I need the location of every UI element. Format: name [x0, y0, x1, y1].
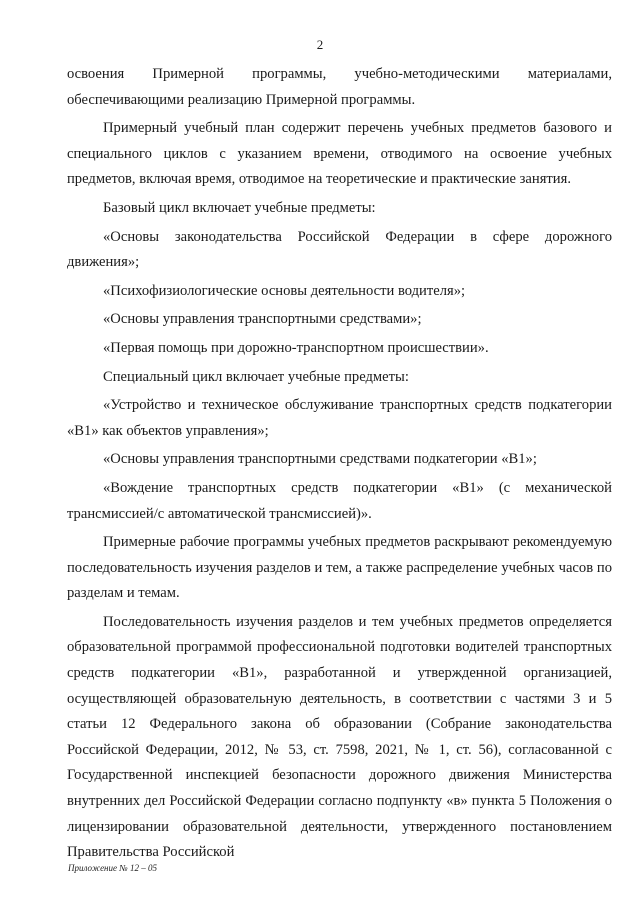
list-item-psychophysiology: «Психофизиологические основы деятельности водителя»;	[103, 282, 466, 299]
paragraph-continuation: освоения Примерной программы, учебно-методическими материалами, обеспечивающими реализацию Примерной программы.	[67, 66, 612, 108]
paragraph-special-cycle: Специальный цикл включает учебные предметы:	[103, 368, 409, 385]
list-item-driving-b1: «Вождение транспортных средств подкатегории «B1» (с механической трансмиссией/с автоматической трансмиссией)».	[67, 479, 612, 522]
page-number: 2	[316, 37, 324, 52]
paragraph-work-programs: Примерные рабочие программы учебных предметов раскрывают рекомендуемую последовательность изучения разделов и тем, а также распределение учебных часов по разделам и темам.	[67, 534, 612, 602]
list-item-control-b1: «Основы управления транспортными средствами подкатегории «B1»;	[103, 451, 537, 468]
list-item-first-aid: «Первая помощь при дорожно-транспортном происшествии».	[103, 339, 489, 356]
list-item-law-basics: «Основы законодательства Российской Федерации в сфере дорожного движения»;	[67, 228, 612, 271]
paragraph-basic-cycle: Базовый цикл включает учебные предметы:	[103, 199, 376, 216]
paragraph-sequence: Последовательность изучения разделов и тем учебных предметов определяется образовательной программой профессиональной подготовки водителей транспортных средств подкатегории «B1», разработанной и утвержденной организацией, осуществляющей образовательную деятельность, в соответствии с частями 3 и 5 статьи 12 Федерального закона об образовании (Собрание законодательства Российской Федерации, 2012, № 53, ст. 7598, 2021, № 1, ст. 56), согласованной с Государственной инспекцией безопасности дорожного движения Министерства внутренних дел Российской Федерации согласно подпункту «в» пункта 5 Положения о лицензировании образовательной деятельности, утвержденного постановлением Правительства Российской	[67, 613, 612, 861]
document-body	[67, 62, 612, 866]
paragraph-curriculum: Примерный учебный план содержит перечень учебных предметов базового и специального циклов с указанием времени, отводимого на освоение учебных предметов, включая время, отводимое на теоретические и практические занятия.	[67, 120, 612, 188]
footer-note: Приложение № 12 – 05	[68, 863, 158, 873]
list-item-vehicle-control: «Основы управления транспортными средствами»;	[103, 311, 422, 328]
list-item-device-maintenance: «Устройство и техническое обслуживание транспортных средств подкатегории «B1» как объектов управления»;	[67, 397, 612, 439]
